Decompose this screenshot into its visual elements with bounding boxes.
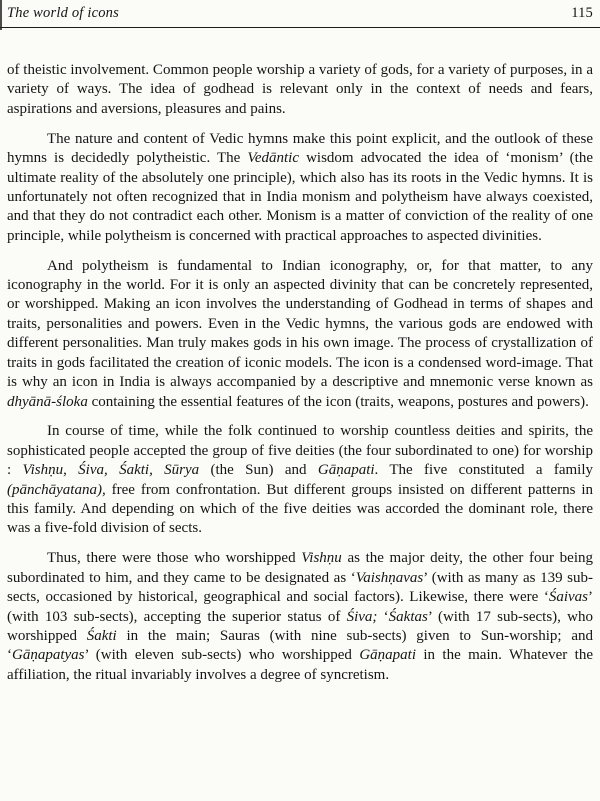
body-paragraph: of theistic involvement. Common people worship a variety of gods, for a variety of purposes, in a variety of ways. The idea of godhead is relevant only in the context of needs and fears, aspirations and aversions, pleasures and pains. [7,62,593,117]
body-paragraph: In course of time, while the folk continued to worship countless deities and spirits, the sophisticated people accepted the group of five deities (the four subordinated to one) for worship : Vishṇu, Śiva, Śakti, Sūrya (the Sun) and Gāṇapati. The five constituted a family (pānchāyatana), free from confrontation. But different groups insisted on different patterns in this family. And depending on which of the five deities was accorded the dominant role, there was a five-fold division of sects. [7,423,593,537]
body-paragraph: Thus, there were those who worshipped Vishṇu as the major deity, the other four being subordinated to him, and they came to be designated as ‘Vaishṇavas’ (with as many as 139 sub-sects, occasioned by historical, geographical and social factors). Likewise, there were ‘Śaivas’ (with 103 sub-sects), accepting the superior status of Śiva; ‘Śaktas’ (with 17 sub-sects), who worshipped Śakti in the main; Sauras (with nine sub-sects) given to Sun-worship; and ‘Gāṇapatyas’ (with eleven sub-sects) who worshipped Gāṇapati in the main. Whatever the affiliation, the ritual invariably involves a degree of syncretism. [7,550,593,683]
page-number: 115 [571,5,593,21]
page-header [7,0,593,22]
header-rule [0,27,600,28]
scan-edge-artifact [0,0,2,30]
body-paragraph: And polytheism is fundamental to Indian iconography, or, for that matter, to any iconography in the world. For it is only an aspected divinity that can be concretely represented, or worshipped. Making an icon involves the understanding of Godhead in terms of shapes and traits, personalities and powers. Even in the Vedic hymns, the various gods are endowed with different personalities. Man truly makes gods in his own image. The process of crystallization of traits in gods facilitated the creation of iconic models. The icon is a condensed word-image. That is why an icon in India is always accompanied by a descriptive and mnemonic verse known as dhyānā-śloka containing the essential features of the icon (traits, weapons, postures and powers). [7,257,593,410]
running-header-title: The world of icons [7,5,119,21]
page-body [7,61,593,685]
body-paragraph: The nature and content of Vedic hymns make this point explicit, and the outlook of these hymns is decidedly polytheistic. The Vedāntic wisdom advocated the idea of ‘monism’ (the ultimate reality of the absolutely one principle), which also has its roots in the Vedic hymns. It is unfortunately not often recognized that in India monism and polytheism have always coexisted, and that they do not contradict each other. Monism is a matter of conviction of the reality of one principle, while polytheism is concerned with practical approaches to aspected divinities. [7,130,593,244]
